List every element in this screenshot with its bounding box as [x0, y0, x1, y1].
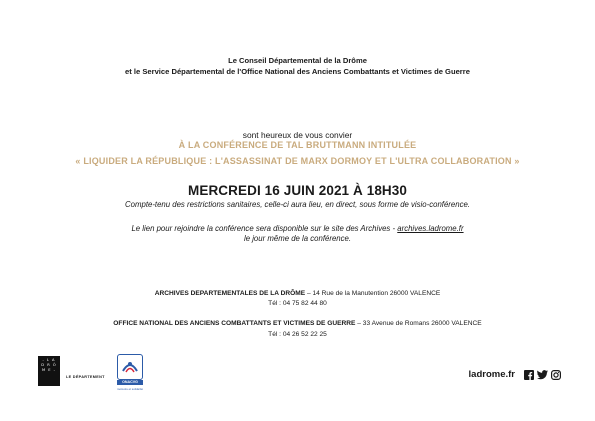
- onacvg-label: ONACVG: [117, 380, 143, 385]
- onac-contact: [0, 320, 595, 327]
- tricolor-emblem-icon: [118, 355, 142, 379]
- department-label: LE DÉPARTEMENT: [66, 375, 105, 379]
- facebook-icon[interactable]: [524, 370, 534, 380]
- onac-address: – 33 Avenue de Romans 26000 VALENCE: [355, 320, 482, 327]
- website-link[interactable]: ladrome.fr: [468, 369, 515, 380]
- invitation-intro: sont heureux de vous convier: [242, 130, 353, 140]
- conference-heading: À LA CONFÉRENCE DE TAL BRUTTMANN INTITULÉE: [178, 140, 417, 150]
- social-icons: [524, 369, 561, 380]
- event-date: MERCREDI 16 JUIN 2021 À 18H30: [188, 183, 407, 198]
- conference-title: « LIQUIDER LA RÉPUBLIQUE : L'ASSASSINAT DE MARX DORMOY ET L'ULTRA COLLABORATION »: [75, 156, 520, 166]
- la-drome-logo: [38, 356, 60, 386]
- logo-row: - L A: [42, 358, 56, 362]
- onacvg-logo: [114, 354, 146, 394]
- logo-row: D R Ô: [41, 363, 57, 367]
- organizer-line-1: Le Conseil Départemental de la Drôme: [228, 56, 367, 65]
- archives-link[interactable]: archives.ladrome.fr: [397, 224, 464, 233]
- archives-contact: [0, 290, 595, 297]
- link-notice: [0, 224, 595, 233]
- link-notice-text: Le lien pour rejoindre la conférence sera disponible sur le site des Archives -: [131, 224, 398, 233]
- archives-name: ARCHIVES DEPARTEMENTALES DE LA DRÔME: [154, 290, 306, 297]
- archives-phone: Tél : 04 75 82 44 80: [268, 300, 327, 307]
- instagram-icon[interactable]: [551, 370, 561, 380]
- link-notice-end: le jour même de la conférence.: [243, 234, 352, 243]
- onacvg-emblem: [117, 354, 143, 380]
- twitter-icon[interactable]: [537, 370, 548, 380]
- organizer-line-2: et le Service Départemental de l'Office National des Anciens Combattants et Victimes de Guerre: [125, 67, 470, 76]
- sanitary-notice: Compte-tenu des restrictions sanitaires, celle-ci aura lieu, en direct, sous forme de visio-conférence.: [125, 200, 470, 209]
- onacvg-tagline: mémoire et solidarité: [117, 387, 143, 391]
- logo-row: M E -: [42, 368, 56, 372]
- onac-phone: Tél : 04 26 52 22 25: [268, 331, 327, 338]
- archives-address: – 14 Rue de la Manutention 26000 VALENCE: [305, 290, 441, 297]
- onac-name: OFFICE NATIONAL DES ANCIENS COMBATTANTS ET VICTIMES DE GUERRE: [113, 320, 356, 327]
